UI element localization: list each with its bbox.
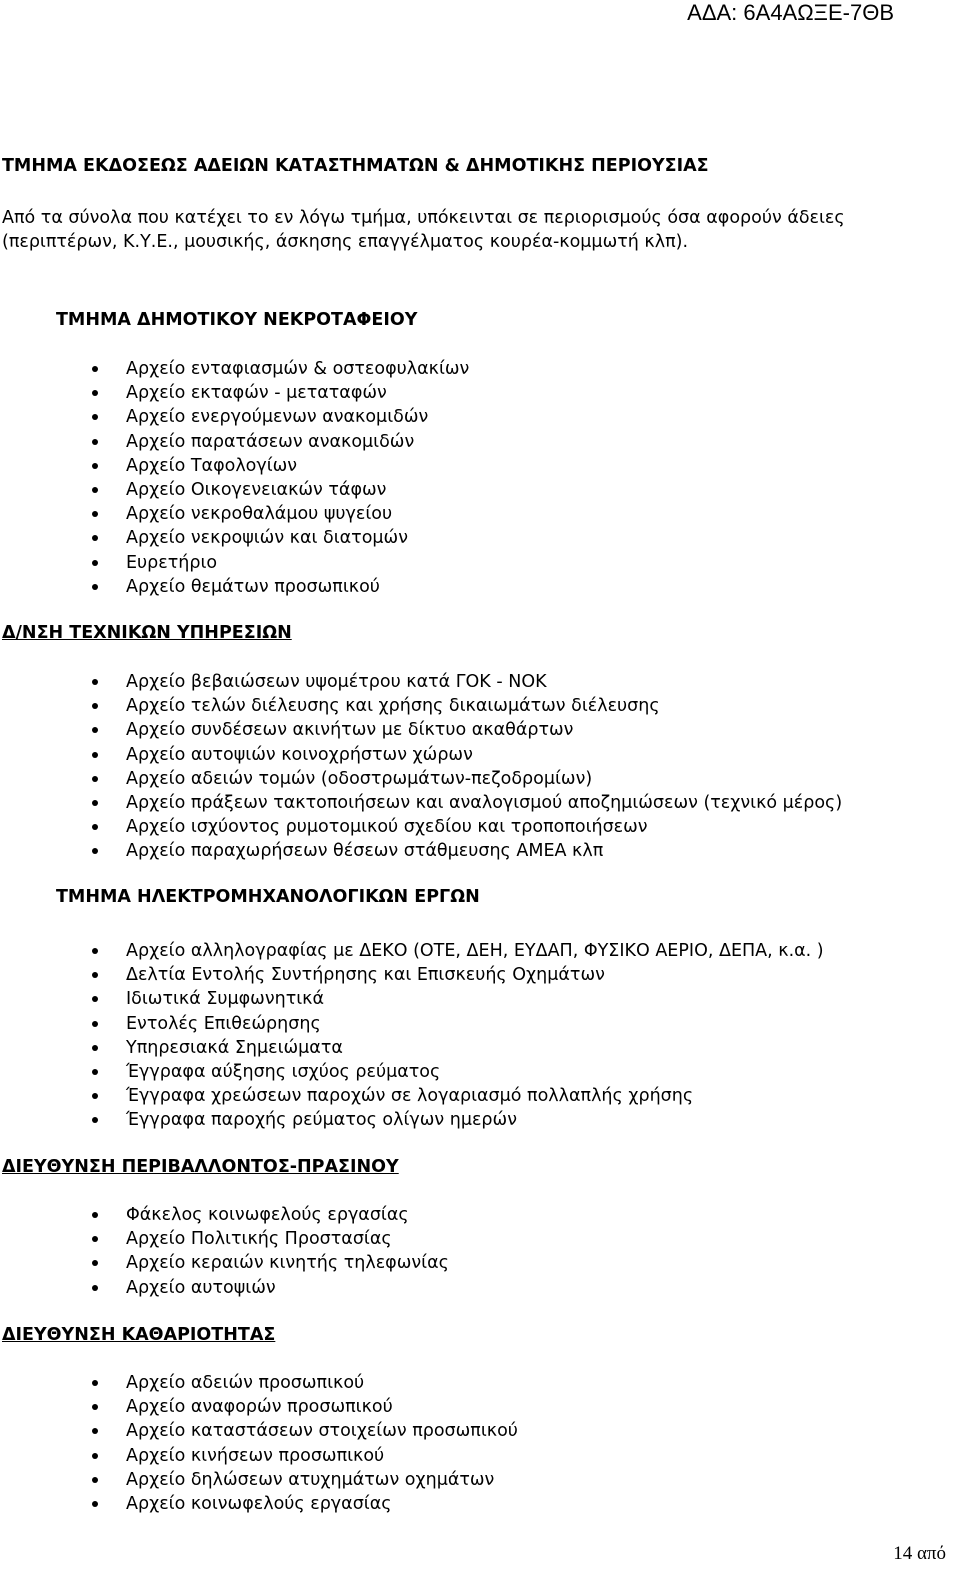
list-item: Αρχείο Οικογενειακών τάφων xyxy=(0,478,469,502)
list-technical xyxy=(0,670,842,864)
intro-line-1: Από τα σύνολα που κατέχει το εν λόγω τμήμα, υπόκεινται σε περιορισμούς όσα αφορούν άδειες xyxy=(2,208,845,228)
section-title-cemetery: ΤΜΗΜΑ ΔΗΜΟΤΙΚΟΥ ΝΕΚΡΟΤΑΦΕΙΟΥ xyxy=(56,310,418,330)
section-title-technical: Δ/ΝΣΗ ΤΕΧΝΙΚΩΝ ΥΠΗΡΕΣΙΩΝ xyxy=(2,623,292,643)
list-item: Δελτία Εντολής Συντήρησης και Επισκευής Οχημάτων xyxy=(0,963,824,987)
intro-line-2: (περιπτέρων, Κ.Υ.Ε., μουσικής, άσκησης επαγγέλματος κουρέα-κομμωτή κλπ). xyxy=(2,232,689,252)
list-cemetery xyxy=(0,357,469,599)
list-item: Ευρετήριο xyxy=(0,551,469,575)
list-item: Αρχείο δηλώσεων ατυχημάτων οχημάτων xyxy=(0,1468,518,1492)
list-item: Αρχείο Ταφολογίων xyxy=(0,454,469,478)
section-title-permits: ΤΜΗΜΑ ΕΚΔΟΣΕΩΣ ΑΔΕΙΩΝ ΚΑΤΑΣΤΗΜΑΤΩΝ & ΔΗΜΟΤΙΚΗΣ ΠΕΡΙΟΥΣΙΑΣ xyxy=(2,156,709,176)
list-item: Αρχείο πράξεων τακτοποιήσεων και αναλογισμού αποζημιώσεων (τεχνικό μέρος) xyxy=(0,791,842,815)
list-item: Αρχείο παρατάσεων ανακομιδών xyxy=(0,430,469,454)
list-item: Αρχείο αδειών προσωπικού xyxy=(0,1371,518,1395)
section-title-electromechanical: ΤΜΗΜΑ ΗΛΕΚΤΡΟΜΗΧΑΝΟΛΟΓΙΚΩΝ ΕΡΓΩΝ xyxy=(56,887,480,907)
list-item: Αρχείο συνδέσεων ακινήτων με δίκτυο ακαθάρτων xyxy=(0,718,842,742)
list-item: Αρχείο Πολιτικής Προστασίας xyxy=(0,1227,449,1251)
list-item: Αρχείο κινήσεων προσωπικού xyxy=(0,1444,518,1468)
list-cleaning xyxy=(0,1371,518,1516)
section-title-cleaning: ΔΙΕΥΘΥΝΣΗ ΚΑΘΑΡΙΟΤΗΤΑΣ xyxy=(2,1325,276,1345)
list-item: Αρχείο καταστάσεων στοιχείων προσωπικού xyxy=(0,1419,518,1443)
list-item: Αρχείο αυτοψιών κοινοχρήστων χώρων xyxy=(0,743,842,767)
list-item: Αρχείο τελών διέλευσης και χρήσης δικαιωμάτων διέλευσης xyxy=(0,694,842,718)
list-item: Έγγραφα χρεώσεων παροχών σε λογαριασμό πολλαπλής χρήσης xyxy=(0,1084,824,1108)
list-item: Αρχείο αλληλογραφίας με ΔΕΚΟ (ΟΤΕ, ΔΕΗ, ΕΥΔΑΠ, ΦΥΣΙΚΟ ΑΕΡΙΟ, ΔΕΠΑ, κ.α. ) xyxy=(0,939,824,963)
list-item: Αρχείο βεβαιώσεων υψομέτρου κατά ΓΟΚ - ΝΟΚ xyxy=(0,670,842,694)
list-item: Αρχείο κοινωφελούς εργασίας xyxy=(0,1492,518,1516)
list-item: Αρχείο ισχύοντος ρυμοτομικού σχεδίου και τροποποιήσεων xyxy=(0,815,842,839)
list-item: Έγγραφα αύξησης ισχύος ρεύματος xyxy=(0,1060,824,1084)
page-number: 14 από xyxy=(893,1543,946,1564)
list-item: Αρχείο νεκροψιών και διατομών xyxy=(0,526,469,550)
section-title-environment: ΔΙΕΥΘΥΝΣΗ ΠΕΡΙΒΑΛΛΟΝΤΟΣ-ΠΡΑΣΙΝΟΥ xyxy=(2,1157,399,1177)
list-item: Αρχείο ενεργούμενων ανακομιδών xyxy=(0,405,469,429)
ada-code: ΑΔΑ: 6Α4ΑΩΞΕ-7ΘΒ xyxy=(687,0,894,25)
intro-paragraph xyxy=(2,206,845,254)
list-item: Αρχείο αυτοψιών xyxy=(0,1276,449,1300)
list-item: Αρχείο κεραιών κινητής τηλεφωνίας xyxy=(0,1251,449,1275)
list-item: Εντολές Επιθεώρησης xyxy=(0,1012,824,1036)
list-item: Αρχείο νεκροθαλάμου ψυγείου xyxy=(0,502,469,526)
list-item: Αρχείο θεμάτων προσωπικού xyxy=(0,575,469,599)
list-electromechanical xyxy=(0,939,824,1133)
list-item: Αρχείο ενταφιασμών & οστεοφυλακίων xyxy=(0,357,469,381)
list-environment xyxy=(0,1203,449,1300)
list-item: Αρχείο αδειών τομών (οδοστρωμάτων-πεζοδρομίων) xyxy=(0,767,842,791)
list-item: Ιδιωτικά Συμφωνητικά xyxy=(0,987,824,1011)
list-item: Αρχείο εκταφών - μεταταφών xyxy=(0,381,469,405)
list-item: Αρχείο παραχωρήσεων θέσεων στάθμευσης ΑΜΕΑ κλπ xyxy=(0,839,842,863)
list-item: Φάκελος κοινωφελούς εργασίας xyxy=(0,1203,449,1227)
list-item: Υπηρεσιακά Σημειώματα xyxy=(0,1036,824,1060)
list-item: Αρχείο αναφορών προσωπικού xyxy=(0,1395,518,1419)
list-item: Έγγραφα παροχής ρεύματος ολίγων ημερών xyxy=(0,1108,824,1132)
